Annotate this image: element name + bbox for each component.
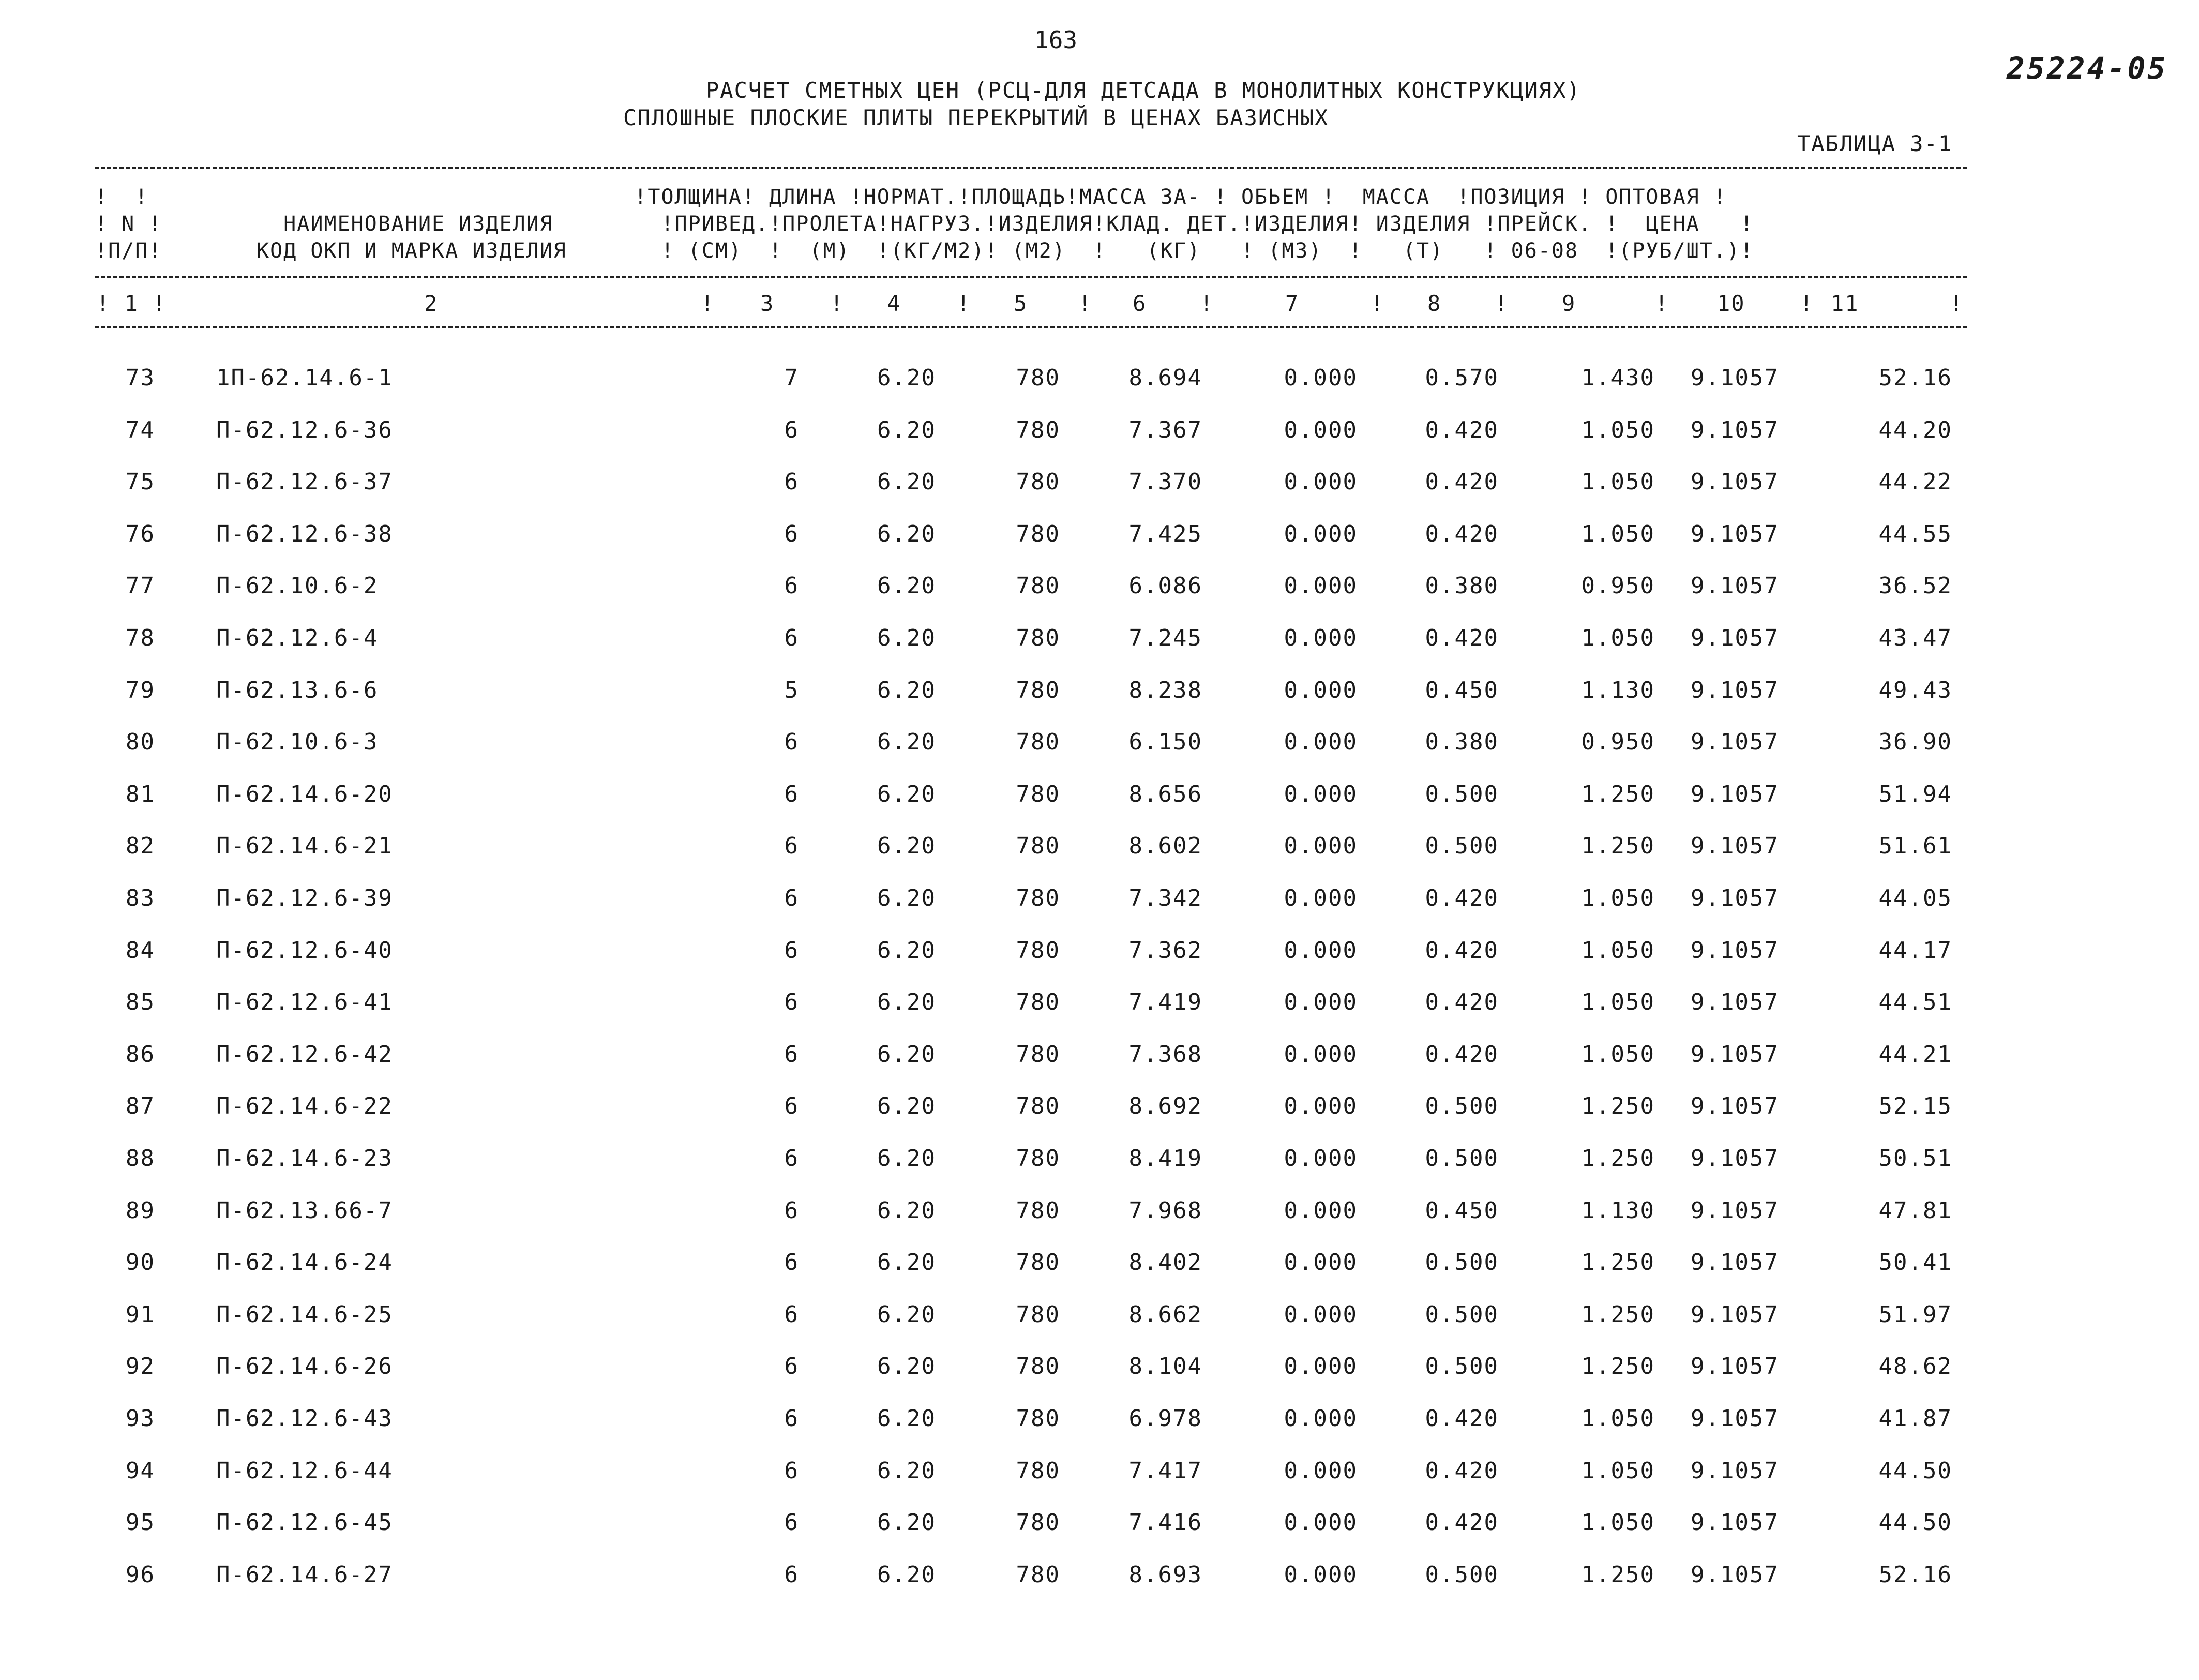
wholesale-price: 44.05 [1878, 885, 1952, 911]
thickness: 6 [784, 469, 799, 496]
span-length: 6.20 [877, 729, 936, 756]
wholesale-price: 44.50 [1878, 1509, 1952, 1536]
volume: 0.380 [1425, 573, 1499, 599]
column-number: ! [1800, 291, 1814, 316]
embedded-mass: 0.000 [1284, 1041, 1358, 1068]
area: 8.656 [1128, 781, 1202, 807]
product-name: П-62.14.6-25 [216, 1301, 393, 1328]
embedded-mass: 0.000 [1284, 729, 1358, 756]
area: 7.425 [1128, 520, 1202, 547]
product-name: П-62.10.6-2 [216, 573, 379, 599]
header-line-3: !П/П! КОД ОКП И МАРКА ИЗДЕЛИЯ ! (СМ) ! (М) !(КГ/М2)! (М2) ! (КГ) ! (М3) ! (Т) ! 06-08 !(РУБ/ШТ.)! [95, 239, 1754, 263]
norm-load: 780 [1016, 677, 1060, 703]
product-name: П-62.12.6-36 [216, 416, 393, 443]
area: 8.692 [1128, 1093, 1202, 1120]
volume: 0.500 [1425, 1301, 1499, 1328]
span-length: 6.20 [877, 833, 936, 860]
norm-load: 780 [1016, 885, 1060, 911]
mass: 1.250 [1581, 1301, 1655, 1328]
row-number: 79 [126, 677, 155, 703]
row-number: 78 [126, 625, 155, 651]
row-number: 87 [126, 1093, 155, 1120]
volume: 0.380 [1425, 729, 1499, 756]
norm-load: 780 [1016, 625, 1060, 651]
header-line-2: ! N ! НАИМЕНОВАНИЕ ИЗДЕЛИЯ !ПРИВЕД.!ПРОЛЕТА!НАГРУЗ.!ИЗДЕЛИЯ!КЛАД. ДЕТ.!ИЗДЕЛИЯ! ИЗДЕЛИЯ !ПРЕЙСК. ! ЦЕНА ! [95, 212, 1754, 236]
embedded-mass: 0.000 [1284, 781, 1358, 807]
product-name: П-62.14.6-22 [216, 1093, 393, 1120]
norm-load: 780 [1016, 1249, 1060, 1276]
mass: 0.950 [1581, 573, 1655, 599]
column-number: ! [1495, 291, 1509, 316]
thickness: 6 [784, 1457, 799, 1484]
thickness: 5 [784, 677, 799, 703]
mass: 1.250 [1581, 781, 1655, 807]
column-number: 7 [1285, 291, 1300, 316]
norm-load: 780 [1016, 1353, 1060, 1380]
wholesale-price: 44.22 [1878, 469, 1952, 496]
volume: 0.420 [1425, 989, 1499, 1016]
thickness: 6 [784, 1509, 799, 1536]
mass: 1.130 [1581, 677, 1655, 703]
area: 8.104 [1128, 1353, 1202, 1380]
embedded-mass: 0.000 [1284, 573, 1358, 599]
mass: 0.950 [1581, 729, 1655, 756]
volume: 0.500 [1425, 1249, 1499, 1276]
thickness: 6 [784, 729, 799, 756]
thickness: 6 [784, 1093, 799, 1120]
product-name: П-62.12.6-40 [216, 937, 393, 964]
row-number: 90 [126, 1249, 155, 1276]
wholesale-price: 52.16 [1878, 1561, 1952, 1588]
price-position: 9.1057 [1691, 781, 1779, 807]
volume: 0.420 [1425, 1041, 1499, 1068]
embedded-mass: 0.000 [1284, 416, 1358, 443]
row-number: 96 [126, 1561, 155, 1588]
embedded-mass: 0.000 [1284, 1561, 1358, 1588]
embedded-mass: 0.000 [1284, 365, 1358, 391]
header-rule-middle [95, 276, 1967, 278]
span-length: 6.20 [877, 625, 936, 651]
product-name: П-62.14.6-23 [216, 1145, 393, 1172]
volume: 0.570 [1425, 365, 1499, 391]
area: 8.662 [1128, 1301, 1202, 1328]
wholesale-price: 48.62 [1878, 1353, 1952, 1380]
norm-load: 780 [1016, 1041, 1060, 1068]
span-length: 6.20 [877, 520, 936, 547]
price-position: 9.1057 [1691, 989, 1779, 1016]
thickness: 6 [784, 1041, 799, 1068]
wholesale-price: 44.21 [1878, 1041, 1952, 1068]
span-length: 6.20 [877, 781, 936, 807]
price-position: 9.1057 [1691, 1041, 1779, 1068]
embedded-mass: 0.000 [1284, 937, 1358, 964]
area: 8.694 [1128, 365, 1202, 391]
embedded-mass: 0.000 [1284, 833, 1358, 860]
wholesale-price: 44.51 [1878, 989, 1952, 1016]
volume: 0.420 [1425, 625, 1499, 651]
wholesale-price: 43.47 [1878, 625, 1952, 651]
table-title-line-1: РАСЧЕТ СМЕТНЫХ ЦЕН (РСЦ-ДЛЯ ДЕТСАДА В МОНОЛИТНЫХ КОНСТРУКЦИЯХ) [706, 78, 1581, 103]
price-position: 9.1057 [1691, 885, 1779, 911]
column-number: 6 [1133, 291, 1147, 316]
product-name: П-62.12.6-37 [216, 469, 393, 496]
column-number: 3 [760, 291, 775, 316]
wholesale-price: 49.43 [1878, 677, 1952, 703]
column-number: ! [701, 291, 715, 316]
span-length: 6.20 [877, 469, 936, 496]
thickness: 6 [784, 989, 799, 1016]
mass: 1.050 [1581, 989, 1655, 1016]
header-rule-top [95, 167, 1967, 169]
embedded-mass: 0.000 [1284, 1197, 1358, 1224]
mass: 1.250 [1581, 833, 1655, 860]
row-number: 75 [126, 469, 155, 496]
thickness: 6 [784, 1301, 799, 1328]
volume: 0.420 [1425, 469, 1499, 496]
volume: 0.500 [1425, 781, 1499, 807]
price-position: 9.1057 [1691, 625, 1779, 651]
column-number: 8 [1427, 291, 1442, 316]
mass: 1.250 [1581, 1561, 1655, 1588]
column-number: ! [1370, 291, 1385, 316]
thickness: 6 [784, 1249, 799, 1276]
span-length: 6.20 [877, 1249, 936, 1276]
row-number: 95 [126, 1509, 155, 1536]
area: 8.402 [1128, 1249, 1202, 1276]
product-name: 1П-62.14.6-1 [216, 365, 393, 391]
document-code: 25224-05 [2007, 51, 2168, 86]
thickness: 6 [784, 937, 799, 964]
volume: 0.450 [1425, 677, 1499, 703]
span-length: 6.20 [877, 1457, 936, 1484]
norm-load: 780 [1016, 1457, 1060, 1484]
price-position: 9.1057 [1691, 573, 1779, 599]
volume: 0.450 [1425, 1197, 1499, 1224]
column-number: 4 [887, 291, 901, 316]
column-number: 9 [1562, 291, 1576, 316]
thickness: 6 [784, 573, 799, 599]
column-number: ! [1950, 291, 1964, 316]
norm-load: 780 [1016, 1093, 1060, 1120]
price-position: 9.1057 [1691, 365, 1779, 391]
span-length: 6.20 [877, 989, 936, 1016]
volume: 0.500 [1425, 1093, 1499, 1120]
embedded-mass: 0.000 [1284, 677, 1358, 703]
norm-load: 780 [1016, 520, 1060, 547]
price-position: 9.1057 [1691, 1405, 1779, 1432]
area: 6.150 [1128, 729, 1202, 756]
product-name: П-62.10.6-3 [216, 729, 379, 756]
area: 7.342 [1128, 885, 1202, 911]
mass: 1.050 [1581, 885, 1655, 911]
norm-load: 780 [1016, 365, 1060, 391]
page-number: 163 [1034, 26, 1078, 54]
embedded-mass: 0.000 [1284, 1509, 1358, 1536]
embedded-mass: 0.000 [1284, 1457, 1358, 1484]
span-length: 6.20 [877, 1041, 936, 1068]
price-position: 9.1057 [1691, 1301, 1779, 1328]
row-number: 73 [126, 365, 155, 391]
span-length: 6.20 [877, 677, 936, 703]
wholesale-price: 44.50 [1878, 1457, 1952, 1484]
row-number: 81 [126, 781, 155, 807]
thickness: 6 [784, 1145, 799, 1172]
product-name: П-62.13.66-7 [216, 1197, 393, 1224]
mass: 1.050 [1581, 416, 1655, 443]
price-position: 9.1057 [1691, 1093, 1779, 1120]
wholesale-price: 50.51 [1878, 1145, 1952, 1172]
area: 8.693 [1128, 1561, 1202, 1588]
product-name: П-62.12.6-38 [216, 520, 393, 547]
wholesale-price: 44.20 [1878, 416, 1952, 443]
column-number: ! [1078, 291, 1093, 316]
column-number: ! [830, 291, 845, 316]
area: 8.419 [1128, 1145, 1202, 1172]
product-name: П-62.14.6-20 [216, 781, 393, 807]
norm-load: 780 [1016, 573, 1060, 599]
wholesale-price: 50.41 [1878, 1249, 1952, 1276]
span-length: 6.20 [877, 1093, 936, 1120]
norm-load: 780 [1016, 1301, 1060, 1328]
volume: 0.500 [1425, 1561, 1499, 1588]
wholesale-price: 36.52 [1878, 573, 1952, 599]
row-number: 80 [126, 729, 155, 756]
row-number: 77 [126, 573, 155, 599]
thickness: 6 [784, 1405, 799, 1432]
area: 7.368 [1128, 1041, 1202, 1068]
product-name: П-62.12.6-41 [216, 989, 393, 1016]
area: 7.245 [1128, 625, 1202, 651]
volume: 0.420 [1425, 520, 1499, 547]
price-position: 9.1057 [1691, 1197, 1779, 1224]
thickness: 6 [784, 520, 799, 547]
thickness: 7 [784, 365, 799, 391]
norm-load: 780 [1016, 937, 1060, 964]
price-position: 9.1057 [1691, 1561, 1779, 1588]
column-number: 10 [1717, 291, 1745, 316]
norm-load: 780 [1016, 989, 1060, 1016]
norm-load: 780 [1016, 833, 1060, 860]
embedded-mass: 0.000 [1284, 1301, 1358, 1328]
area: 8.602 [1128, 833, 1202, 860]
embedded-mass: 0.000 [1284, 1145, 1358, 1172]
span-length: 6.20 [877, 1561, 936, 1588]
span-length: 6.20 [877, 885, 936, 911]
span-length: 6.20 [877, 1509, 936, 1536]
norm-load: 780 [1016, 416, 1060, 443]
mass: 1.250 [1581, 1145, 1655, 1172]
area: 7.417 [1128, 1457, 1202, 1484]
table-label: ТАБЛИЦА 3-1 [1797, 131, 1953, 156]
wholesale-price: 52.15 [1878, 1093, 1952, 1120]
price-position: 9.1057 [1691, 469, 1779, 496]
column-number: 5 [1014, 291, 1028, 316]
span-length: 6.20 [877, 1197, 936, 1224]
mass: 1.050 [1581, 1457, 1655, 1484]
table-title-line-2: СПЛОШНЫЕ ПЛОСКИЕ ПЛИТЫ ПЕРЕКРЫТИЙ В ЦЕНАХ БАЗИСНЫХ [623, 105, 1329, 130]
norm-load: 780 [1016, 729, 1060, 756]
wholesale-price: 36.90 [1878, 729, 1952, 756]
span-length: 6.20 [877, 1301, 936, 1328]
area: 7.370 [1128, 469, 1202, 496]
column-number: ! 1 ! [96, 291, 167, 316]
mass: 1.050 [1581, 520, 1655, 547]
thickness: 6 [784, 625, 799, 651]
column-number: 2 [424, 291, 439, 316]
row-number: 93 [126, 1405, 155, 1432]
row-number: 88 [126, 1145, 155, 1172]
norm-load: 780 [1016, 1509, 1060, 1536]
norm-load: 780 [1016, 781, 1060, 807]
price-position: 9.1057 [1691, 1145, 1779, 1172]
wholesale-price: 47.81 [1878, 1197, 1952, 1224]
wholesale-price: 51.61 [1878, 833, 1952, 860]
span-length: 6.20 [877, 1405, 936, 1432]
price-position: 9.1057 [1691, 729, 1779, 756]
mass: 1.250 [1581, 1249, 1655, 1276]
norm-load: 780 [1016, 1405, 1060, 1432]
thickness: 6 [784, 885, 799, 911]
mass: 1.250 [1581, 1093, 1655, 1120]
mass: 1.050 [1581, 469, 1655, 496]
mass: 1.050 [1581, 625, 1655, 651]
price-position: 9.1057 [1691, 1457, 1779, 1484]
embedded-mass: 0.000 [1284, 1093, 1358, 1120]
row-number: 84 [126, 937, 155, 964]
product-name: П-62.12.6-42 [216, 1041, 393, 1068]
volume: 0.420 [1425, 885, 1499, 911]
header-line-1: ! ! !ТОЛЩИНА! ДЛИНА !НОРМАТ.!ПЛОЩАДЬ!МАССА ЗА- ! ОБЬЕМ ! МАССА !ПОЗИЦИЯ ! ОПТОВАЯ ! [95, 185, 1727, 209]
row-number: 74 [126, 416, 155, 443]
volume: 0.420 [1425, 1405, 1499, 1432]
span-length: 6.20 [877, 1353, 936, 1380]
wholesale-price: 51.97 [1878, 1301, 1952, 1328]
product-name: П-62.14.6-27 [216, 1561, 393, 1588]
header-rule-bottom [95, 326, 1967, 328]
span-length: 6.20 [877, 416, 936, 443]
span-length: 6.20 [877, 937, 936, 964]
row-number: 86 [126, 1041, 155, 1068]
embedded-mass: 0.000 [1284, 1353, 1358, 1380]
price-position: 9.1057 [1691, 677, 1779, 703]
thickness: 6 [784, 781, 799, 807]
product-name: П-62.14.6-24 [216, 1249, 393, 1276]
wholesale-price: 44.17 [1878, 937, 1952, 964]
volume: 0.420 [1425, 1509, 1499, 1536]
area: 6.978 [1128, 1405, 1202, 1432]
volume: 0.420 [1425, 937, 1499, 964]
mass: 1.430 [1581, 365, 1655, 391]
span-length: 6.20 [877, 573, 936, 599]
mass: 1.050 [1581, 937, 1655, 964]
volume: 0.500 [1425, 1145, 1499, 1172]
product-name: П-62.13.6-6 [216, 677, 379, 703]
column-number: 11 [1831, 291, 1859, 316]
wholesale-price: 52.16 [1878, 365, 1952, 391]
span-length: 6.20 [877, 1145, 936, 1172]
embedded-mass: 0.000 [1284, 625, 1358, 651]
area: 7.416 [1128, 1509, 1202, 1536]
volume: 0.420 [1425, 416, 1499, 443]
product-name: П-62.14.6-21 [216, 833, 393, 860]
norm-load: 780 [1016, 1145, 1060, 1172]
norm-load: 780 [1016, 1561, 1060, 1588]
volume: 0.500 [1425, 1353, 1499, 1380]
thickness: 6 [784, 1353, 799, 1380]
row-number: 89 [126, 1197, 155, 1224]
norm-load: 780 [1016, 1197, 1060, 1224]
price-position: 9.1057 [1691, 1249, 1779, 1276]
area: 7.419 [1128, 989, 1202, 1016]
price-position: 9.1057 [1691, 1509, 1779, 1536]
price-position: 9.1057 [1691, 833, 1779, 860]
column-number: ! [1200, 291, 1214, 316]
mass: 1.050 [1581, 1509, 1655, 1536]
embedded-mass: 0.000 [1284, 469, 1358, 496]
row-number: 94 [126, 1457, 155, 1484]
volume: 0.420 [1425, 1457, 1499, 1484]
volume: 0.500 [1425, 833, 1499, 860]
product-name: П-62.12.6-39 [216, 885, 393, 911]
product-name: П-62.12.6-45 [216, 1509, 393, 1536]
price-position: 9.1057 [1691, 520, 1779, 547]
wholesale-price: 44.55 [1878, 520, 1952, 547]
thickness: 6 [784, 1561, 799, 1588]
price-position: 9.1057 [1691, 1353, 1779, 1380]
row-number: 76 [126, 520, 155, 547]
product-name: П-62.12.6-44 [216, 1457, 393, 1484]
thickness: 6 [784, 416, 799, 443]
mass: 1.050 [1581, 1405, 1655, 1432]
embedded-mass: 0.000 [1284, 1405, 1358, 1432]
wholesale-price: 51.94 [1878, 781, 1952, 807]
embedded-mass: 0.000 [1284, 520, 1358, 547]
area: 8.238 [1128, 677, 1202, 703]
embedded-mass: 0.000 [1284, 1249, 1358, 1276]
row-number: 91 [126, 1301, 155, 1328]
embedded-mass: 0.000 [1284, 989, 1358, 1016]
wholesale-price: 41.87 [1878, 1405, 1952, 1432]
row-number: 83 [126, 885, 155, 911]
column-number: ! [1655, 291, 1669, 316]
thickness: 6 [784, 833, 799, 860]
row-number: 92 [126, 1353, 155, 1380]
row-number: 82 [126, 833, 155, 860]
mass: 1.250 [1581, 1353, 1655, 1380]
area: 7.362 [1128, 937, 1202, 964]
span-length: 6.20 [877, 365, 936, 391]
product-name: П-62.12.6-43 [216, 1405, 393, 1432]
mass: 1.050 [1581, 1041, 1655, 1068]
norm-load: 780 [1016, 469, 1060, 496]
price-position: 9.1057 [1691, 937, 1779, 964]
price-position: 9.1057 [1691, 416, 1779, 443]
mass: 1.130 [1581, 1197, 1655, 1224]
area: 7.968 [1128, 1197, 1202, 1224]
product-name: П-62.12.6-4 [216, 625, 379, 651]
row-number: 85 [126, 989, 155, 1016]
embedded-mass: 0.000 [1284, 885, 1358, 911]
thickness: 6 [784, 1197, 799, 1224]
area: 7.367 [1128, 416, 1202, 443]
column-number: ! [957, 291, 971, 316]
product-name: П-62.14.6-26 [216, 1353, 393, 1380]
area: 6.086 [1128, 573, 1202, 599]
